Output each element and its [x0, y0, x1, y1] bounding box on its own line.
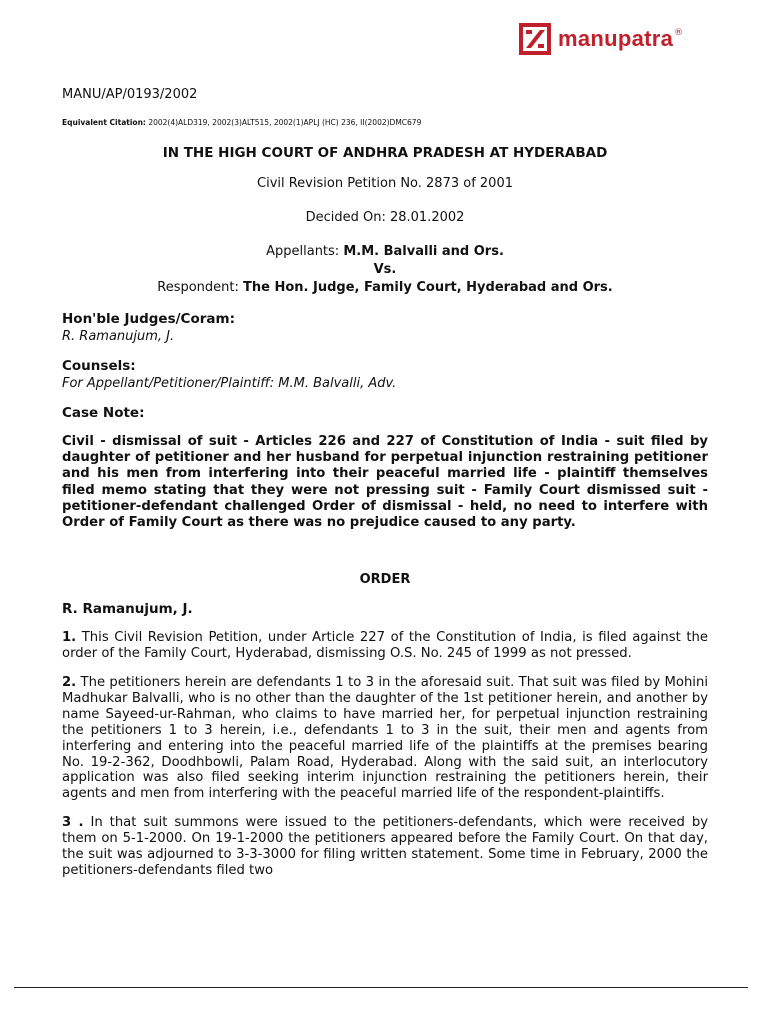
manu-id: MANU/AP/0193/2002 — [62, 87, 198, 102]
decided-on: Decided On: 28.01.2002 — [305, 210, 465, 225]
paragraph-text: This Civil Revision Petition, under Article 227 of the Constitution of India, is filed against the order of the Family Court, Hyderabad, dismissing O.S. No. 245 of 1999 as not pressed. — [62, 630, 708, 662]
equivalent-citation-value: 2002(4)ALD319, 2002(3)ALT515, 2002(1)APLJ (HC) 236, II(2002)DMC679 — [148, 118, 422, 127]
respondent — [62, 279, 708, 297]
case-note-heading: Case Note: — [62, 405, 145, 421]
footer-divider — [14, 987, 748, 988]
registered-mark: ® — [674, 28, 684, 38]
order-author: R. Ramanujum, J. — [62, 601, 193, 618]
judges-heading: Hon'ble Judges/Coram: — [62, 311, 235, 327]
paragraph — [62, 675, 708, 802]
petition-number: Civil Revision Petition No. 2873 of 2001 — [257, 176, 513, 191]
judges: R. Ramanujum, J. — [62, 329, 175, 344]
paragraph-text: In that suit summons were issued to the petitioners-defendants, which were received by them on 5-1-2000. On 19-1-2000 the petitioners appeared before the Family Court. On that day, the suit was adjourned to 3-3-3000 for filing written statement. Some time in February, 2000 the petitioners-defendants filed two — [62, 815, 708, 878]
respondent-value: The Hon. Judge, Family Court, Hyderabad and Ors. — [243, 280, 613, 295]
equivalent-citation — [62, 118, 708, 128]
paragraph-number: 1. — [62, 630, 77, 646]
brand-name: manupatra — [558, 26, 674, 51]
order-heading: ORDER — [359, 572, 411, 588]
paragraph — [62, 630, 708, 662]
equivalent-citation-label: Equivalent Citation: — [62, 118, 146, 127]
case-note: Civil - dismissal of suit - Articles 226 and 227 of Constitution of India - suit filed by daughter of petitioner and her husband for perpetual injunction restraining petitioner and his men from interfering into their peaceful married life - plaintiff themselves filed memo stating that they were not pressing suit - Family Court dismissed suit - petitioner-defendant challenged Order of dismissal - held, no need to interfere with Order of Family Court as there was no prejudice caused to any party. — [62, 434, 708, 531]
paragraph — [62, 815, 708, 879]
paragraph-number: 3 . — [62, 815, 84, 831]
versus: Vs. — [373, 262, 397, 277]
manupatra-logo-icon — [518, 22, 552, 56]
appellants-label: Appellants: — [266, 244, 344, 259]
appellants — [62, 243, 708, 261]
court-name: IN THE HIGH COURT OF ANDHRA PRADESH AT HYDERABAD — [162, 145, 608, 161]
counsels: For Appellant/Petitioner/Plaintiff: M.M. Balvalli, Adv. — [62, 376, 397, 391]
manupatra-logo — [518, 22, 683, 56]
counsels-heading: Counsels: — [62, 358, 136, 374]
paragraph-text: The petitioners herein are defendants 1 to 3 in the aforesaid suit. That suit was filed by Mohini Madhukar Balvalli, who is no other than the daughter of the 1st petitioner herein, and another by name Sayeed-ur-Rahman, who claims to have married her, for perpetual injunction restraining the petitioners 1 to 3 herein, i.e., defendants 1 to 3 in the suit, their men and agents from interfering and entering into the peaceful married life of the plaintiffs at the premises bearing No. 19-2-362, Doodhbowli, Palam Road, Hyderabad. Along with the said suit, an interlocutory application was also filed seeking interim injunction restraining the petitioners herein, their agents and men from interfering with the peaceful married life of the respondent-plaintiffs. — [62, 675, 708, 802]
judgment-document — [62, 86, 708, 879]
paragraph-number: 2. — [62, 675, 77, 691]
respondent-label: Respondent: — [157, 280, 244, 295]
appellants-value: M.M. Balvalli and Ors. — [343, 244, 504, 259]
